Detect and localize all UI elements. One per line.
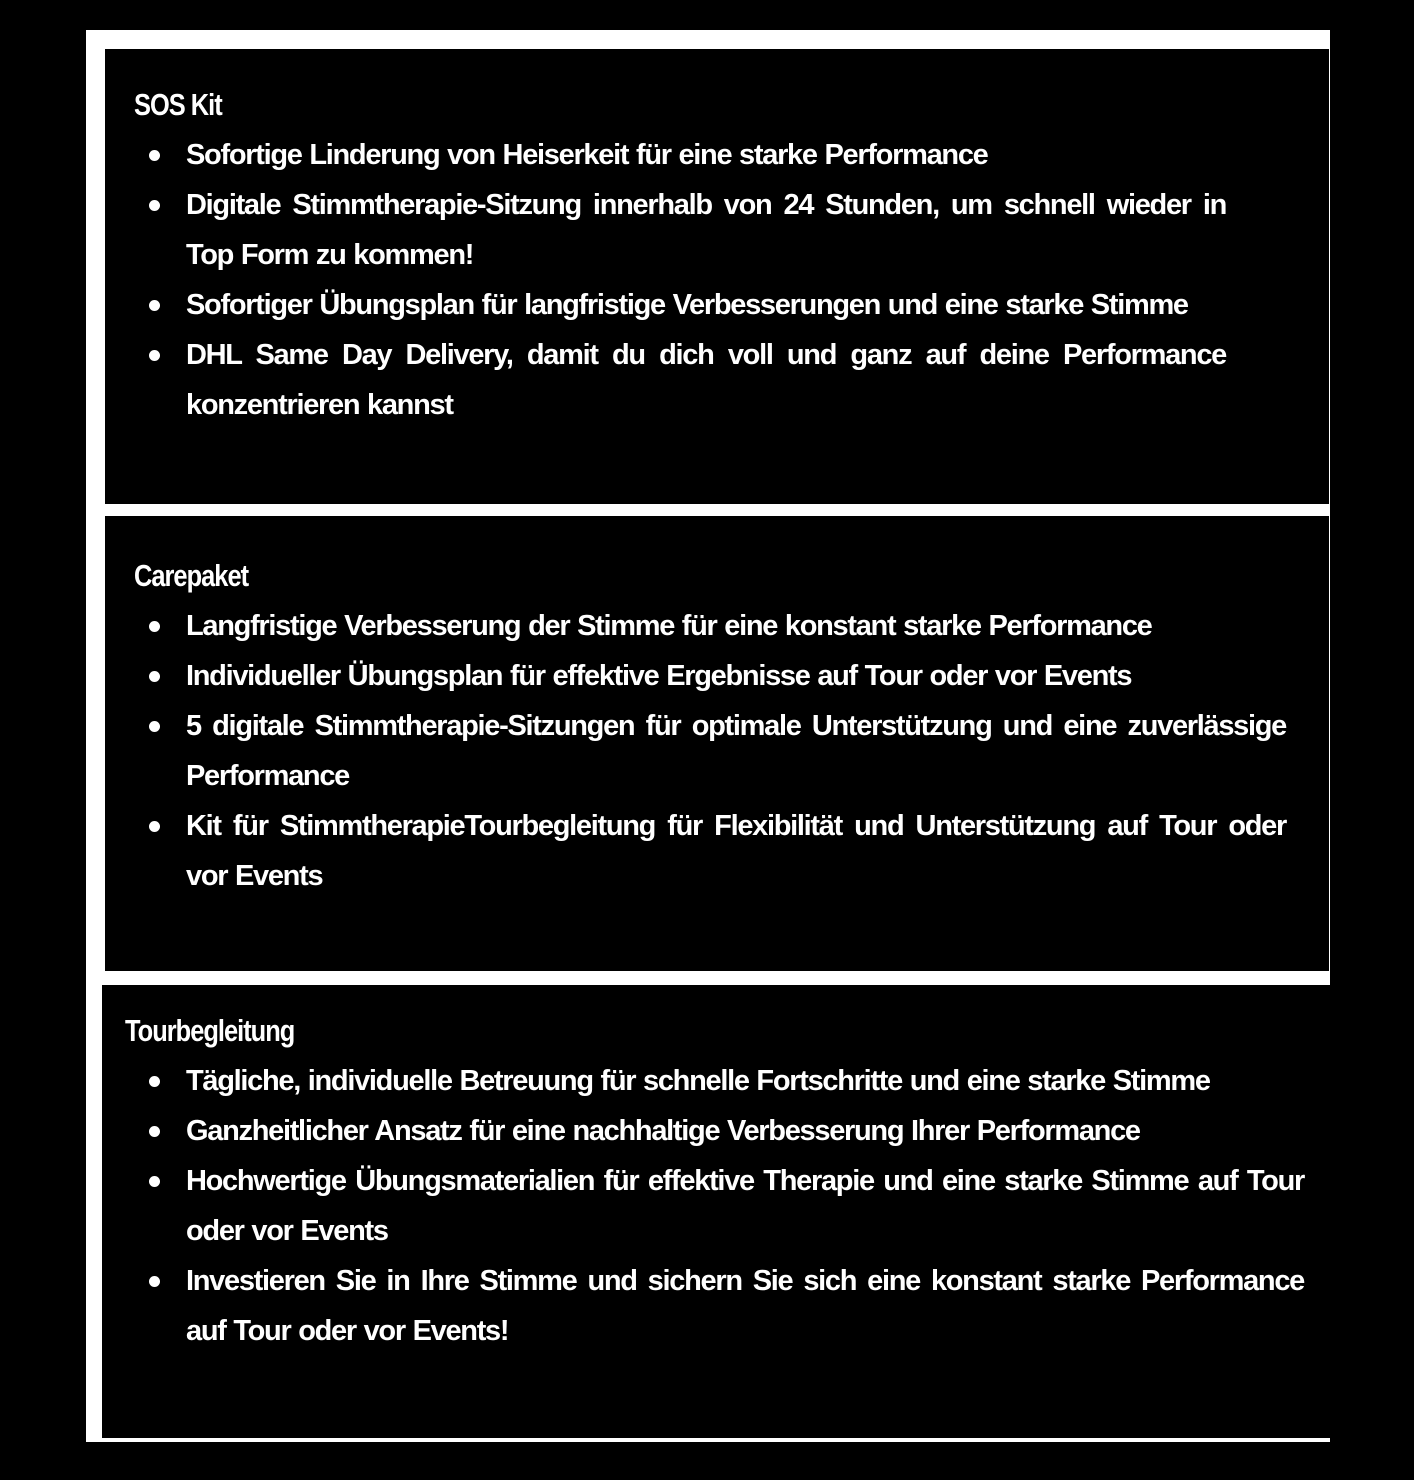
package-comparison-frame (86, 30, 1330, 1442)
bullet-dot-icon (149, 821, 160, 832)
list-item-text: 5 digitale Stimmtherapie-Sitzungen für optimale Unterstützung und eine zuverlässige Performance (186, 710, 1286, 792)
tourbegleitung-feature-list (186, 1056, 1304, 1356)
bullet-dot-icon (149, 621, 160, 632)
bullet-dot-icon (149, 1276, 160, 1287)
list-item (186, 601, 1286, 651)
carepaket-panel (105, 516, 1329, 971)
sos-kit-feature-list (186, 130, 1226, 430)
bullet-dot-icon (149, 200, 160, 211)
bullet-dot-icon (149, 150, 160, 161)
list-item (186, 651, 1286, 701)
list-item (186, 1106, 1304, 1156)
tourbegleitung-title: Tourbegleitung (125, 1013, 295, 1048)
list-item-text: Langfristige Verbesserung der Stimme für eine konstant starke Performance (186, 610, 1152, 642)
bullet-dot-icon (149, 671, 160, 682)
list-item (186, 1056, 1304, 1106)
list-item (186, 801, 1286, 901)
list-item-text: Individueller Übungsplan für effektive Ergebnisse auf Tour oder vor Events (186, 660, 1132, 692)
list-item-text: Investieren Sie in Ihre Stimme und sichern Sie sich eine konstant starke Performance auf Tour oder vor Events! (186, 1265, 1304, 1347)
list-item-text: Kit für StimmtherapieTourbegleitung für Flexibilität und Unterstützung auf Tour oder vor Events (186, 810, 1286, 892)
list-item (186, 280, 1226, 330)
list-item (186, 1156, 1304, 1256)
carepaket-feature-list (186, 601, 1286, 901)
sos-kit-title: SOS Kit (134, 87, 222, 122)
bullet-dot-icon (149, 1126, 160, 1137)
list-item-text: Tägliche, individuelle Betreuung für schnelle Fortschritte und eine starke Stimme (186, 1065, 1210, 1097)
sos-kit-panel (105, 49, 1329, 504)
bullet-dot-icon (149, 721, 160, 732)
list-item (186, 130, 1226, 180)
bullet-dot-icon (149, 350, 160, 361)
list-item (186, 1256, 1304, 1356)
list-item (186, 180, 1226, 280)
bullet-dot-icon (149, 1176, 160, 1187)
list-item (186, 330, 1226, 430)
list-item-text: Sofortige Linderung von Heiserkeit für eine starke Performance (186, 139, 988, 171)
list-item-text: Ganzheitlicher Ansatz für eine nachhaltige Verbesserung Ihrer Performance (186, 1115, 1140, 1147)
bullet-dot-icon (149, 1076, 160, 1087)
list-item-text: Sofortiger Übungsplan für langfristige Verbesserungen und eine starke Stimme (186, 289, 1188, 321)
bullet-dot-icon (149, 300, 160, 311)
list-item (186, 701, 1286, 801)
carepaket-title: Carepaket (134, 558, 249, 593)
list-item-text: Digitale Stimmtherapie-Sitzung innerhalb von 24 Stunden, um schnell wieder in Top Form zu kommen! (186, 189, 1226, 271)
list-item-text: DHL Same Day Delivery, damit du dich voll und ganz auf deine Performance konzentrieren kannst (186, 339, 1226, 421)
tourbegleitung-panel (102, 985, 1331, 1438)
list-item-text: Hochwertige Übungsmaterialien für effektive Therapie und eine starke Stimme auf Tour oder vor Events (186, 1165, 1304, 1247)
